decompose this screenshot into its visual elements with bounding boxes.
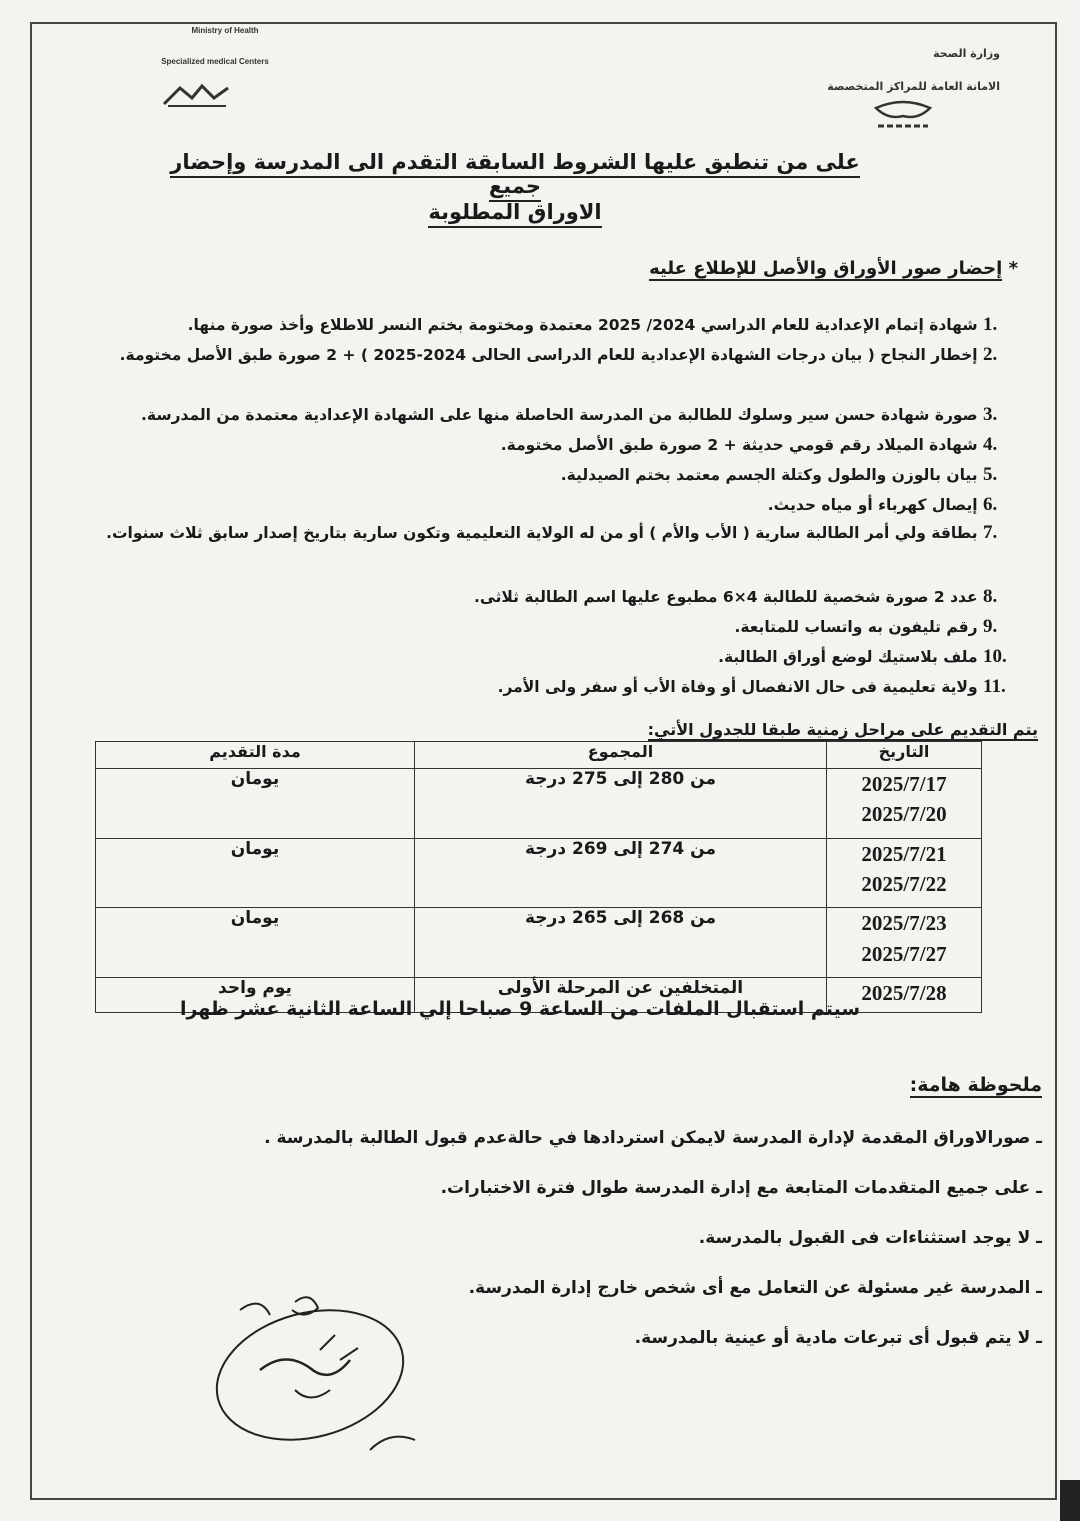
receiving-hours: سيتم استقبال الملفات من الساعة 9 صباحا إلي الساعة الثانية عشر ظهرا bbox=[179, 998, 861, 1020]
table-row bbox=[96, 908, 982, 978]
total-cell: من 274 إلى 269 درجة bbox=[415, 838, 827, 908]
total-cell: المتخلفين عن المرحلة الأولى bbox=[415, 977, 827, 1012]
notes-title: ملحوظة هامة: bbox=[909, 1074, 1042, 1096]
scan-edge bbox=[1060, 1480, 1080, 1521]
list-item: .1 شهادة إتمام الإعدادية للعام الدراسي 2024/ 2025 معتمدة ومختومة بختم النسر للاطلاع وأخذ صورة منها. bbox=[187, 314, 998, 335]
list-item: .6 إيصال كهرباء أو مياه حديث. bbox=[767, 494, 998, 515]
list-item: .4 شهادة الميلاد رقم قومي حديثة + 2 صورة طبق الأصل مختومة. bbox=[500, 434, 998, 455]
ministry-ar: وزارة الصحة bbox=[933, 47, 1000, 60]
header-arabic bbox=[827, 46, 1000, 95]
schedule-title: يتم التقديم على مراحل زمنية طبقا للجدول الأتي: bbox=[647, 720, 1038, 739]
header-total: المجموع bbox=[415, 742, 827, 769]
ministry-logo-left bbox=[162, 82, 232, 108]
list-item: .7 بطاقة ولي أمر الطالبة سارية ( الأب والأم ) أو من له الولاية التعليمية وتكون سارية بتاريخ إصدار سابق ثلاث سنوات. bbox=[106, 522, 998, 543]
note-item: ـ صورالاوراق المقدمة لإدارة المدرسة لايمكن استردادها في حالةعدم قبول الطالبة بالمدرسة . bbox=[264, 1128, 1042, 1148]
centers-en: Specialized medical Centers bbox=[161, 57, 269, 66]
duration-cell: يومان bbox=[96, 908, 415, 978]
ministry-en: Ministry of Health bbox=[191, 26, 259, 35]
ministry-logo-right bbox=[868, 98, 938, 132]
note-item: ـ على جميع المتقدمات المتابعة مع إدارة المدرسة طوال فترة الاختبارات. bbox=[440, 1178, 1042, 1198]
list-item: .2 إخطار النجاح ( بيان درجات الشهادة الإعدادية للعام الدراسى الحالى 2024-2025 ) + 2 صورة طبق الأصل مختومة. bbox=[119, 344, 998, 365]
duration-cell: يومان bbox=[96, 838, 415, 908]
handwritten-signature bbox=[200, 1290, 430, 1470]
date-cell: 2025/7/23 2025/7/27 bbox=[827, 908, 982, 978]
note-item: ـ لا يوجد استثناءات فى القبول بالمدرسة. bbox=[698, 1228, 1042, 1248]
list-item: .5 بيان بالوزن والطول وكتلة الجسم معتمد بختم الصيدلية. bbox=[560, 464, 998, 485]
total-cell: من 280 إلى 275 درجة bbox=[415, 769, 827, 839]
title-line-1: على من تنطبق عليها الشروط السابقة التقدم الى المدرسة وإحضار جميع bbox=[160, 150, 870, 198]
duration-cell: يومان bbox=[96, 769, 415, 839]
table-row bbox=[96, 838, 982, 908]
note-item: ـ المدرسة غير مسئولة عن التعامل مع أى شخص خارج إدارة المدرسة. bbox=[468, 1278, 1042, 1298]
date-cell: 2025/7/28 bbox=[827, 977, 982, 1012]
list-item: .9 رقم تليفون به واتساب للمتابعة. bbox=[734, 616, 998, 637]
title-line-2: الاوراق المطلوبة bbox=[160, 200, 870, 224]
duration-cell: يوم واحد bbox=[96, 977, 415, 1012]
total-cell: من 268 إلى 265 درجة bbox=[415, 908, 827, 978]
date-cell: 2025/7/17 2025/7/20 bbox=[827, 769, 982, 839]
list-item: .8 عدد 2 صورة شخصية للطالبة 4×6 مطبوع عليها اسم الطالبة ثلاثى. bbox=[474, 586, 998, 607]
date-cell: 2025/7/21 2025/7/22 bbox=[827, 838, 982, 908]
header-english bbox=[110, 26, 320, 66]
list-item: .3 صورة شهادة حسن سير وسلوك للطالبة من المدرسة الحاصلة منها على الشهادة الإعدادية معتمدة من المدرسة. bbox=[141, 404, 998, 425]
schedule-table bbox=[95, 741, 982, 1013]
table-header-row bbox=[96, 742, 982, 769]
centers-ar: الامانة العامة للمراكز المتخصصة bbox=[827, 80, 1000, 94]
requirements-heading: * إحضار صور الأوراق والأصل للإطلاع عليه bbox=[649, 258, 1018, 279]
header-duration: مدة التقديم bbox=[96, 742, 415, 769]
header-date: التاريخ bbox=[827, 742, 982, 769]
note-item: ـ لا يتم قبول أى تبرعات مادية أو عينية بالمدرسة. bbox=[634, 1328, 1042, 1348]
list-item: .11 ولاية تعليمية فى حال الانفصال أو وفاة الأب أو سفر ولى الأمر. bbox=[497, 676, 1006, 697]
list-item: .10 ملف بلاستيك لوضع أوراق الطالبة. bbox=[718, 646, 1007, 667]
table-row bbox=[96, 769, 982, 839]
